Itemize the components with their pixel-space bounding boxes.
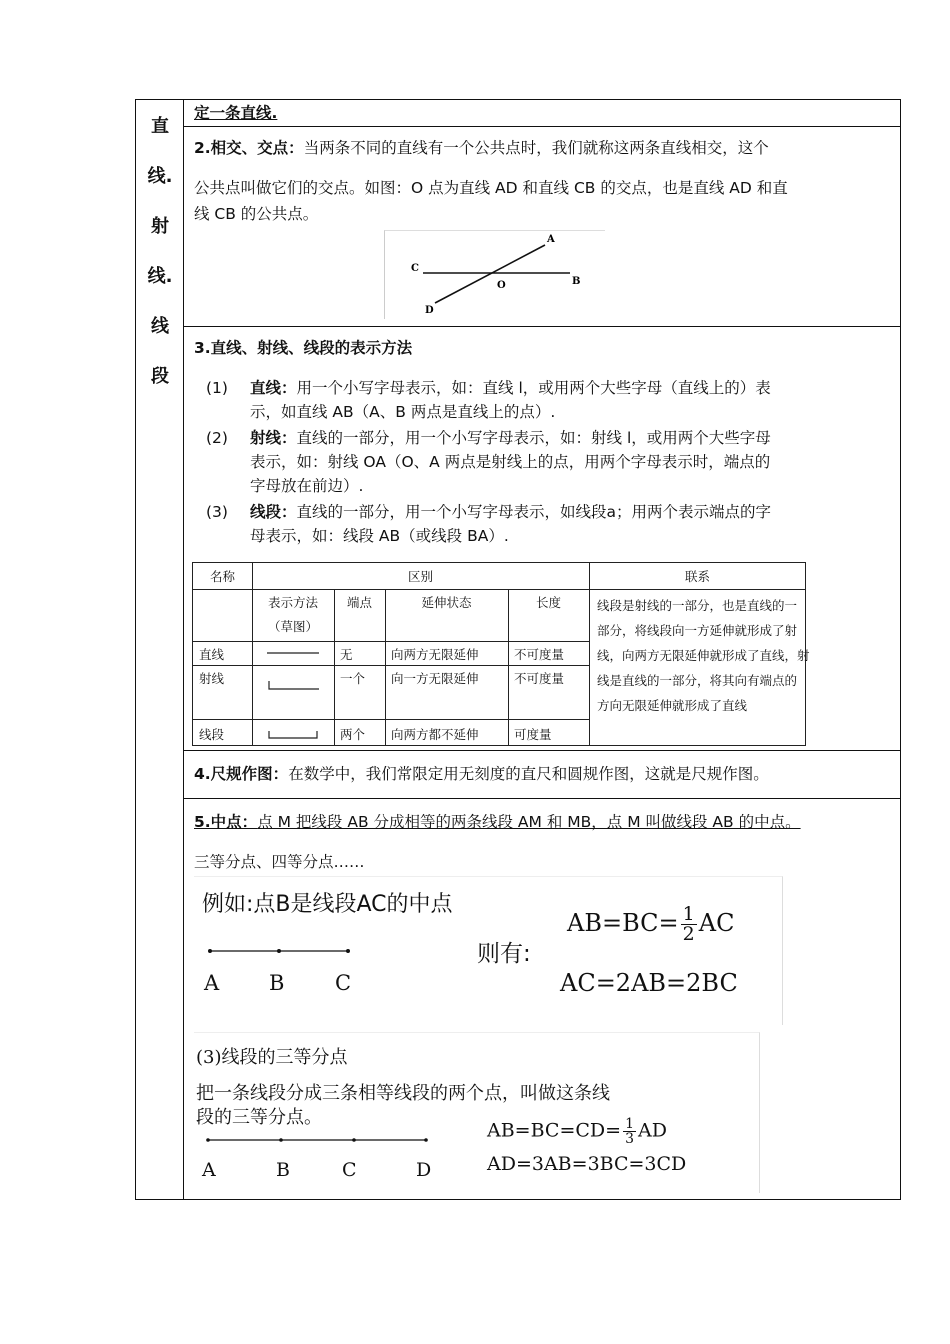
item-line-text: 字母放在前边）. — [250, 477, 364, 495]
label-o: O — [497, 280, 506, 291]
trisection-title: (3)线段的三等分点 — [196, 1047, 348, 1068]
row-name: 线段 — [199, 727, 225, 742]
label-a: A — [547, 234, 555, 245]
point-label: B — [269, 971, 285, 995]
point-dot — [424, 1138, 428, 1142]
intersection-line-3: 线 CB 的公共点。 — [194, 205, 319, 223]
item-term: 线段： — [250, 503, 297, 521]
item-term: 直线： — [250, 379, 297, 397]
item-text: 直线的一部分，用一个小写字母表示，如：射线 l，或用两个大些字母 — [296, 429, 771, 447]
item-line-text: 示，如直线 AB（A、B 两点是直线上的点）. — [250, 403, 556, 421]
label-c: C — [411, 263, 419, 274]
row-name: 直线 — [199, 647, 225, 662]
row-name: 射线 — [199, 671, 225, 686]
construction-text — [194, 761, 904, 787]
label-d: D — [425, 305, 434, 316]
ray-sketch — [269, 681, 319, 689]
topic-char: 直 — [151, 116, 169, 137]
row-compass-construction — [184, 751, 900, 799]
point-dot — [206, 1138, 210, 1142]
intersection-text: 当两条不同的直线有一个公共点时，我们就称这两条直线相交，这个 — [303, 139, 769, 157]
header-method-sub: （草图） — [267, 619, 318, 634]
header-length: 长度 — [535, 595, 561, 610]
sketches — [253, 641, 333, 746]
construction-body: 在数学中，我们常限定用无刻度的直尺和圆规作图，这就是尺规作图。 — [288, 765, 769, 783]
point-dot — [352, 1138, 356, 1142]
fraction — [681, 905, 697, 944]
topic-char: 线 — [151, 316, 169, 337]
fraction-numerator: 1 — [625, 1116, 634, 1132]
topic-column — [136, 100, 184, 1199]
item-number: (2) — [206, 429, 228, 447]
label-b: B — [572, 276, 581, 287]
relation-line: 线，向两方无限延伸就形成了直线，射 — [597, 648, 810, 663]
relation-line: 线是直线的一部分，将其向有端点的 — [597, 673, 798, 688]
point-dot — [279, 1138, 283, 1142]
point-label: B — [276, 1159, 290, 1181]
topic-char: 段 — [151, 366, 169, 387]
division-points-text: 三等分点、四等分点…… — [194, 853, 365, 871]
comparison-table — [192, 562, 810, 746]
row-extension: 向一方无限延伸 — [391, 671, 479, 686]
item-line-text: 表示，如：射线 OA（O、A 两点是射线上的点，用两个字母表示时，端点的 — [250, 453, 771, 471]
point-dot — [346, 949, 350, 953]
item-line-text — [250, 499, 900, 525]
row-extension: 向两方都不延伸 — [391, 727, 479, 742]
fraction-denominator: 2 — [682, 923, 695, 945]
trisection-desc: 把一条线段分成三条相等线段的两个点，叫做这条线 — [196, 1083, 610, 1104]
midpoint-text — [194, 809, 904, 835]
topic-char: 射 — [151, 216, 169, 237]
header-relation: 联系 — [684, 569, 710, 584]
topic-char: 线. — [147, 266, 173, 287]
notation-heading: 3.直线、射线、线段的表示方法 — [194, 339, 413, 357]
midpoint-heading: 5.中点： — [194, 813, 258, 831]
header-difference: 区别 — [407, 569, 433, 584]
point-label: D — [416, 1159, 432, 1181]
header-name: 名称 — [209, 569, 235, 584]
row-extension: 向两方无限延伸 — [391, 647, 479, 662]
construction-heading: 4.尺规作图： — [194, 765, 289, 783]
equation-1 — [567, 905, 734, 944]
intersection-line-1 — [194, 135, 894, 161]
equation-part: AC — [698, 909, 735, 937]
item-number: (3) — [206, 503, 228, 521]
equation-2: AC=2AB=2BC — [560, 969, 738, 997]
row-endpoint: 无 — [340, 647, 353, 662]
header-method: 表示方法 — [267, 595, 318, 610]
segment-sketch — [269, 731, 317, 738]
line-ad — [435, 245, 545, 303]
item-line-text — [250, 375, 900, 401]
point-label: A — [202, 1159, 216, 1181]
intersection-line-2: 公共点叫做它们的交点。如图：O 点为直线 AD 和直线 CB 的交点，也是直线 AD 和直 — [194, 179, 788, 197]
row-length: 不可度量 — [514, 647, 565, 662]
item-line-text — [250, 425, 900, 451]
header-extension: 延伸状态 — [421, 595, 472, 610]
row-endpoint: 一个 — [340, 671, 366, 686]
row-midpoint — [184, 799, 900, 1201]
row-intersection — [184, 127, 900, 327]
item-text: 直线的一部分，用一个小写字母表示，如线段a；用两个表示端点的字 — [296, 503, 772, 521]
row-length: 不可度量 — [514, 671, 565, 686]
header-endpoint: 端点 — [346, 595, 372, 610]
point-label: A — [204, 971, 220, 995]
row-endpoint: 两个 — [340, 727, 366, 742]
relation-line: 部分，将线段向一方延伸就形成了射 — [597, 623, 798, 638]
trisection-equation-2: AD=3AB=3BC=3CD — [487, 1153, 687, 1175]
point-label: C — [342, 1159, 357, 1181]
trisection-example — [194, 1032, 760, 1193]
item-term: 射线： — [250, 429, 297, 447]
relation-line: 方向无限延伸就形成了直线 — [597, 698, 748, 713]
equation-part: AD — [638, 1119, 667, 1142]
point-dot — [277, 949, 281, 953]
trisection-equation-1 — [487, 1117, 667, 1146]
point-label: C — [335, 971, 352, 995]
topic-char: 线. — [147, 166, 173, 187]
then-label: 则有: — [477, 941, 531, 967]
row-line-definition — [184, 100, 900, 127]
intersection-diagram — [385, 231, 605, 319]
midpoint-body: 点 M 把线段 AB 分成相等的两条线段 AM 和 MB，点 M 叫做线段 AB 的中点。 — [257, 813, 801, 831]
fraction-denominator: 3 — [625, 1131, 634, 1147]
intersection-figure — [384, 230, 605, 319]
fraction-numerator: 1 — [682, 903, 695, 925]
relation-text — [593, 593, 810, 718]
item-text: 用一个小写字母表示，如：直线 l，或用两个大些字母（直线上的）表 — [296, 379, 771, 397]
intersection-heading: 2.相交、交点： — [194, 139, 304, 157]
midpoint-example — [194, 876, 783, 1025]
equation-part: AB=BC=CD= — [487, 1119, 622, 1142]
fraction — [623, 1117, 636, 1146]
trisection-desc: 段的三等分点。 — [196, 1107, 322, 1128]
midpoint-line — [206, 945, 356, 957]
item-line-text: 母表示，如：线段 AB（或线段 BA）. — [250, 527, 509, 545]
example-title: 例如:点B是线段AC的中点 — [202, 892, 453, 917]
relation-line: 线段是射线的一部分，也是直线的一 — [597, 598, 798, 613]
content-table — [135, 99, 901, 1200]
line-definition-text: 定一条直线. — [194, 104, 278, 122]
equation-part: AB=BC= — [567, 909, 679, 937]
item-number: (1) — [206, 379, 228, 397]
point-dot — [208, 949, 212, 953]
row-length: 可度量 — [514, 727, 552, 742]
trisection-line — [204, 1134, 434, 1146]
row-notation — [184, 327, 900, 751]
